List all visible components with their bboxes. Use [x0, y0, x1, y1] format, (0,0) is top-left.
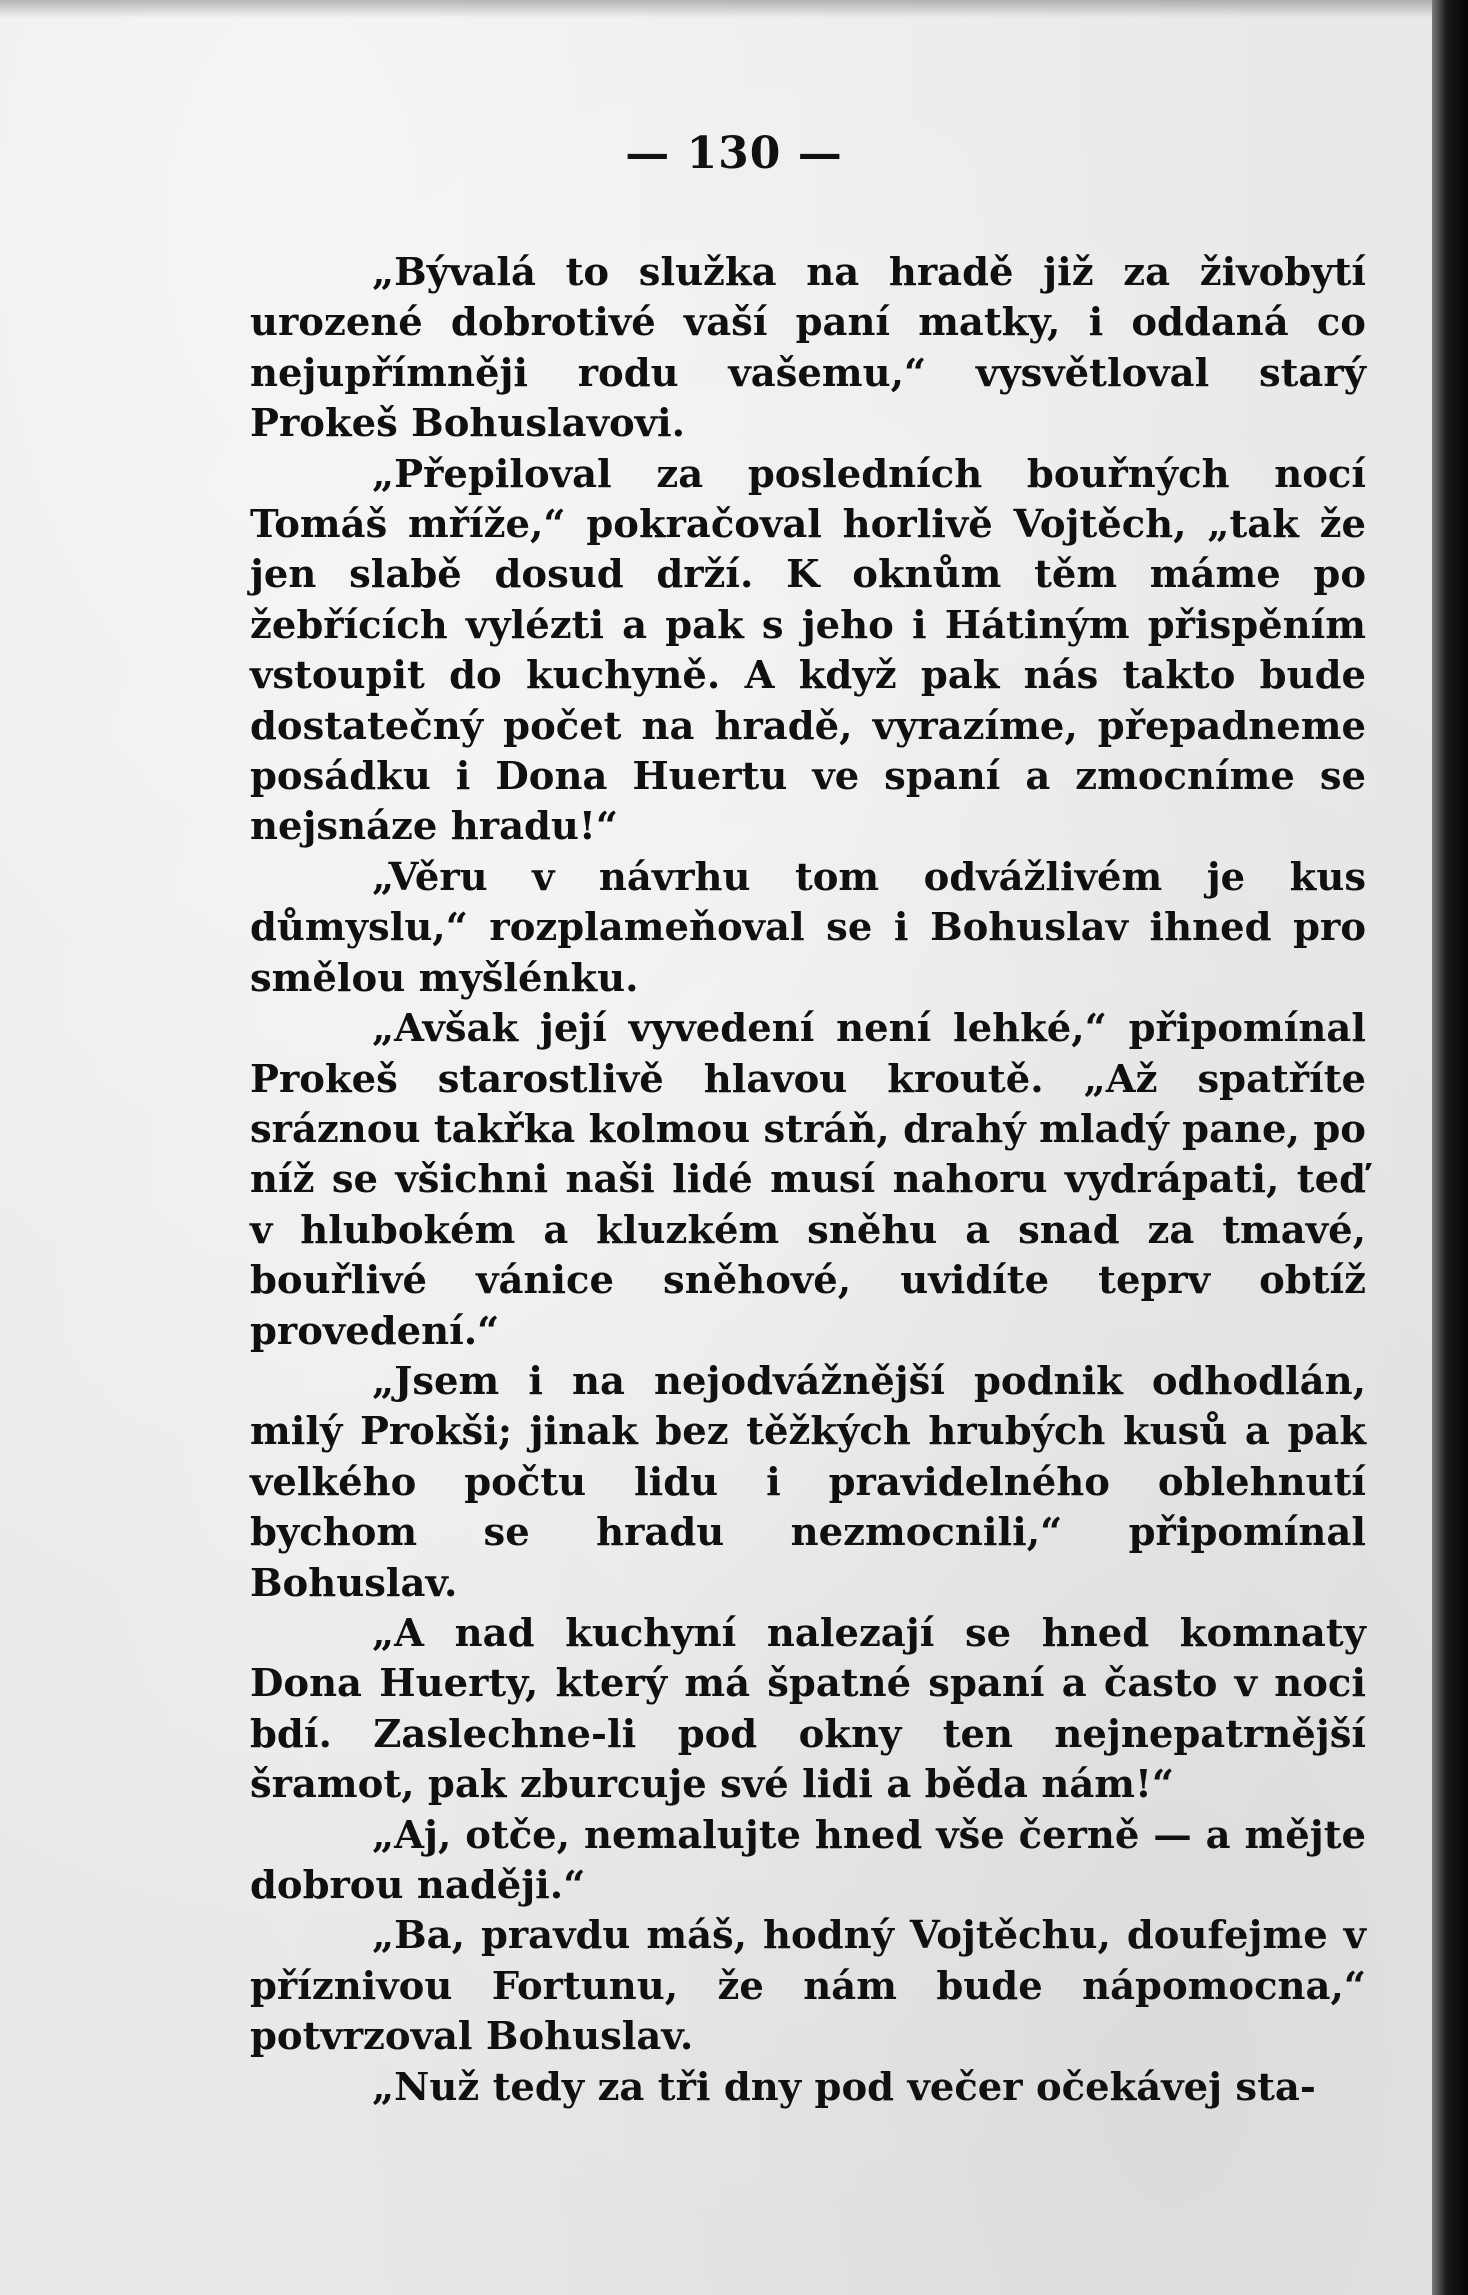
paragraph-8: „Ba, pravdu máš, hodný Vojtěchu, doufejme v příznivou Fortunu, že nám bude nápomocna,“ potvrzoval Bohuslav.	[250, 1913, 1366, 2060]
paragraph-3: „Věru v návrhu tom odvážlivém je kus důmyslu,“ rozplameňoval se i Bohuslav ihned pro smělou myšlénku.	[250, 854, 1366, 1001]
paragraph-5: „Jsem i na nejodvážnější podnik odhodlán, milý Prokši; jinak bez těžkých hrubých kusů a pak velkého počtu lidu i pravidelného oblehnutí bychom se hradu nezmocnili,“ připomínal Bohuslav.	[250, 1358, 1366, 1606]
paragraph-6: „A nad kuchyní nalezají se hned komnaty Dona Huerty, který má špatné spaní a často v noci bdí. Zaslechne-li pod okny ten nejnepatrnější šramot, pak zburcuje své lidi a běda nám!“	[250, 1610, 1366, 1808]
paragraph-7: „Aj, otče, nemalujte hned vše černě — a mějte dobrou naději.“	[250, 1812, 1366, 1908]
page-right-edge-shadow	[1432, 0, 1468, 2295]
paragraph-9: „Nuž tedy za tři dny pod večer očekávej sta-	[372, 2064, 1316, 2110]
page-top-shadow	[0, 0, 1468, 18]
paragraph-2: „Přepiloval za posledních bouřných nocí Tomáš mříže,“ pokračoval horlivě Vojtěch, „tak že jen slabě dosud drží. K oknům těm máme po žebřících vylézti a pak s jeho i Hátiným přispěním vstoupit do kuchyně. A když pak nás takto bude dostatečný počet na hradě, vyrazíme, přepadneme posádku i Dona Huertu ve spaní a zmocníme se nejsnáze hradu!“	[250, 451, 1366, 850]
paragraph-4: „Avšak její vyvedení není lehké,“ připomínal Prokeš starostlivě hlavou kroutě. „Až spatříte sráznou takřka kolmou stráň, drahý mladý pane, po níž se všichni naši lidé musí nahoru vydrápati, teď v hlubokém a kluzkém sněhu a snad za tmavé, bouřlivé vánice sněhové, uvidíte teprv obtíž provedení.“	[250, 1006, 1366, 1354]
page-number: — 130 —	[625, 128, 843, 179]
paragraph-1: „Bývalá to služka na hradě již za živobytí urozené dobrotivé vaší paní matky, i oddaná co nejupřímněji rodu vašemu,“ vysvětloval starý Prokeš Bohuslavovi.	[250, 250, 1366, 447]
body-text	[250, 248, 1366, 2113]
